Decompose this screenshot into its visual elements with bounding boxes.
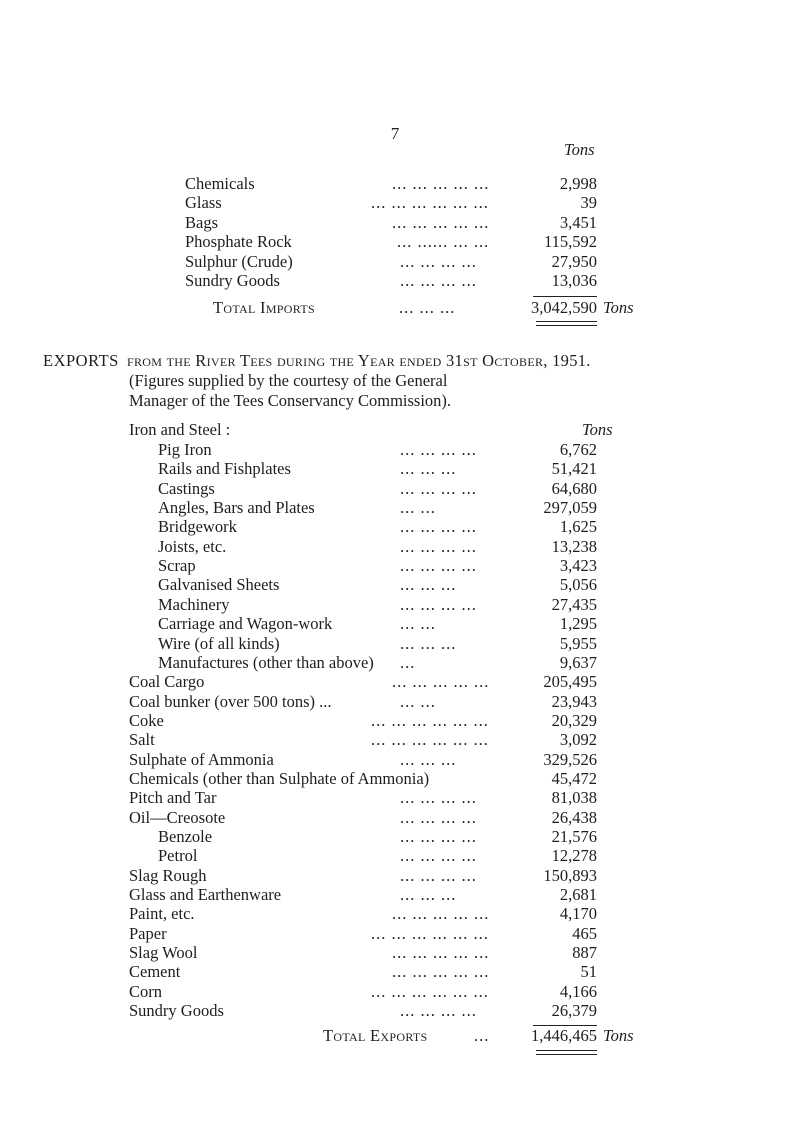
row-label: Sulphur (Crude) [185, 251, 293, 271]
row-leader-dots: ... ... ... ... [400, 517, 477, 537]
row-label: Corn [129, 981, 162, 1001]
row-leader-dots: ... ... [400, 614, 436, 634]
row-leader-dots: ... ... [400, 498, 436, 518]
row-label: Carriage and Wagon-work [158, 614, 333, 634]
row-label: Paper [129, 923, 167, 943]
row-label: Coal Cargo [129, 672, 205, 692]
row-value: 6,762 [559, 440, 597, 459]
table-row [0, 943, 801, 963]
row-label: Phosphate Rock [185, 232, 292, 252]
exports-total-double-rule [536, 1050, 597, 1055]
row-leader-dots: ... ... ... ... [400, 536, 477, 556]
row-leader-dots: ... ... ... ... [400, 271, 477, 290]
row-value: 1,295 [559, 614, 597, 634]
row-leader-dots: ... ... ... ... ... [392, 212, 490, 232]
row-leader-dots: ... ... ... ... [400, 251, 477, 271]
exports-total-value: 1,446,465 [531, 1026, 597, 1045]
exports-note-line-2: Manager of the Tees Conservancy Commission). [129, 391, 452, 410]
exports-unit-header: Tons [582, 420, 613, 439]
row-leader-dots: ... ... ... ... [400, 846, 477, 866]
table-row [0, 271, 801, 291]
row-leader-dots: ... ... ... ... [400, 865, 477, 885]
row-leader-dots: ... ... ... ... ... [392, 962, 490, 982]
row-label: Benzole [158, 827, 213, 846]
row-label: Paint, etc. [129, 904, 195, 924]
row-value: 465 [572, 923, 597, 943]
table-row [0, 174, 801, 194]
imports-total-label: Total Imports [213, 298, 315, 317]
row-leader-dots: ... [400, 652, 416, 672]
exports-heading: EXPORTS [43, 351, 119, 370]
table-row [0, 634, 801, 654]
table-row [0, 711, 801, 731]
row-value: 115,592 [543, 232, 597, 252]
row-value: 51,421 [551, 459, 597, 479]
row-leader-dots: ... ... ... ... [400, 478, 477, 498]
imports-unit-header: Tons [564, 140, 595, 159]
table-row [0, 924, 801, 944]
row-value: 3,092 [559, 730, 597, 750]
row-leader-dots: ... ... ... ... ... [392, 174, 490, 193]
row-leader-dots: ... ... [400, 691, 436, 711]
table-row [0, 595, 801, 615]
row-value: 4,166 [559, 981, 597, 1001]
row-value: 21,576 [551, 827, 597, 846]
table-row [0, 692, 801, 712]
exports-heading-rest: from the River Tees during the Year ended 31st October, 1951. [126, 351, 591, 370]
table-row [0, 498, 801, 518]
row-label: Chemicals (other than Sulphate of Ammonia) [129, 768, 430, 788]
exports-total-dots: ... [474, 1026, 490, 1045]
row-leader-dots: ... ... ... ... ... ... [371, 923, 489, 943]
exports-total-row [0, 1026, 801, 1046]
row-label: Coke [129, 710, 164, 730]
table-row [0, 846, 801, 866]
row-label: Pitch and Tar [129, 788, 217, 808]
row-label: Coal bunker (over 500 tons) ... [129, 691, 332, 711]
row-label: Joists, etc. [158, 536, 227, 556]
row-leader-dots: ... ... ... ... [400, 807, 477, 827]
table-row [0, 672, 801, 692]
row-value: 5,955 [559, 633, 597, 653]
row-label: Slag Rough [129, 865, 207, 885]
row-leader-dots: ... ... ... ... ... ... [371, 730, 489, 750]
row-label: Scrap [158, 556, 196, 576]
row-value: 13,238 [551, 536, 597, 556]
row-label: Petrol [158, 846, 198, 866]
row-value: 51 [580, 962, 597, 982]
row-value: 81,038 [551, 788, 597, 808]
row-value: 39 [580, 193, 597, 213]
table-row [0, 614, 801, 634]
row-label: Slag Wool [129, 943, 198, 963]
table-row [0, 479, 801, 499]
table-row [0, 1001, 801, 1021]
row-value: 64,680 [551, 478, 597, 498]
row-label: Glass and Earthenware [129, 885, 282, 905]
row-label: Bags [185, 212, 218, 232]
row-value: 45,472 [551, 768, 597, 788]
row-label: Rails and Fishplates [158, 459, 291, 479]
row-value: 27,950 [551, 251, 597, 271]
imports-total-dots: ... ... ... [399, 298, 456, 317]
row-label: Salt [129, 730, 155, 750]
table-row [0, 750, 801, 770]
imports-total-row [0, 298, 801, 318]
row-value: 2,681 [559, 885, 597, 905]
table-row [0, 252, 801, 272]
row-value: 887 [572, 943, 597, 963]
row-value: 3,451 [559, 212, 597, 232]
row-value: 2,998 [559, 174, 597, 193]
imports-total-unit: Tons [603, 298, 634, 317]
row-label: Oil—Creosote [129, 807, 226, 827]
row-leader-dots: ... ... ... ... ... [392, 943, 490, 963]
exports-total-label: Total Exports [323, 1026, 428, 1045]
row-leader-dots: ... ... ... ... [400, 594, 477, 614]
row-value: 26,438 [551, 807, 597, 827]
row-value: 297,059 [543, 498, 597, 518]
row-leader-dots: ... ... ... ... [400, 556, 477, 576]
row-value: 205,495 [543, 672, 597, 692]
row-leader-dots: ... ... ... ... ... ... [371, 981, 489, 1001]
row-label: Sundry Goods [185, 271, 280, 290]
iron-steel-group-label: Iron and Steel : [129, 420, 231, 439]
row-value: 26,379 [551, 1001, 597, 1021]
row-value: 1,625 [559, 517, 597, 537]
table-row [0, 904, 801, 924]
table-row [0, 885, 801, 905]
row-value: 329,526 [543, 749, 597, 769]
row-label: Chemicals [185, 174, 255, 193]
row-value: 150,893 [543, 865, 597, 885]
row-label: Angles, Bars and Plates [158, 498, 315, 518]
table-row [0, 213, 801, 233]
row-value: 23,943 [551, 691, 597, 711]
row-leader-dots: ... ... ... ... ... [392, 672, 490, 692]
row-leader-dots: ... ... ... ... ... [392, 904, 490, 924]
row-label: Manufactures (other than above) [158, 652, 374, 672]
row-leader-dots: ... ... ... ... [400, 788, 477, 808]
exports-total-unit: Tons [603, 1026, 634, 1045]
row-leader-dots: ... ... ... [400, 459, 457, 479]
table-row [0, 788, 801, 808]
table-row [0, 982, 801, 1002]
row-label: Pig Iron [158, 440, 212, 459]
row-label: Sundry Goods [129, 1001, 224, 1021]
row-label: Bridgework [158, 517, 237, 537]
table-row [0, 808, 801, 828]
table-row [0, 962, 801, 982]
page-number: 7 [390, 124, 400, 143]
exports-heading-line [43, 351, 591, 371]
table-row [0, 866, 801, 886]
row-leader-dots: ... ...... ... ... [397, 232, 490, 252]
table-row [0, 537, 801, 557]
table-row [0, 459, 801, 479]
imports-total-value: 3,042,590 [531, 298, 597, 317]
row-label: Castings [158, 478, 215, 498]
row-label: Sulphate of Ammonia [129, 749, 274, 769]
row-label: Wire (of all kinds) [158, 633, 280, 653]
row-leader-dots: ... ... ... [400, 633, 457, 653]
table-row [0, 769, 801, 789]
exports-note-line-1: (Figures supplied by the courtesy of the General [129, 371, 448, 390]
row-value: 3,423 [559, 556, 597, 576]
table-row [0, 556, 801, 576]
row-label: Machinery [158, 594, 230, 614]
table-row [0, 193, 801, 213]
row-value: 9,637 [559, 652, 597, 672]
row-value: 27,435 [551, 594, 597, 614]
row-leader-dots: ... ... ... [400, 885, 457, 905]
row-leader-dots: ... ... ... ... [400, 440, 477, 459]
row-label: Cement [129, 962, 181, 982]
row-leader-dots: ... ... ... [400, 749, 457, 769]
row-value: 5,056 [559, 575, 597, 595]
table-row [0, 827, 801, 847]
row-label: Galvanised Sheets [158, 575, 280, 595]
table-row [0, 575, 801, 595]
row-value: 20,329 [551, 710, 597, 730]
imports-total-rule [533, 296, 597, 297]
row-value: 13,036 [551, 271, 597, 290]
table-row [0, 232, 801, 252]
row-label: Glass [185, 193, 222, 213]
row-leader-dots: ... ... ... [400, 575, 457, 595]
table-row [0, 440, 801, 460]
row-leader-dots: ... ... ... ... ... ... [371, 193, 489, 213]
imports-total-double-rule [536, 321, 597, 326]
table-row [0, 517, 801, 537]
table-row [0, 730, 801, 750]
row-leader-dots: ... ... ... ... [400, 1001, 477, 1021]
row-value: 4,170 [559, 904, 597, 924]
row-value: 12,278 [551, 846, 597, 866]
row-leader-dots: ... ... ... ... ... ... [371, 710, 489, 730]
table-row [0, 653, 801, 673]
row-leader-dots: ... ... ... ... [400, 827, 477, 846]
